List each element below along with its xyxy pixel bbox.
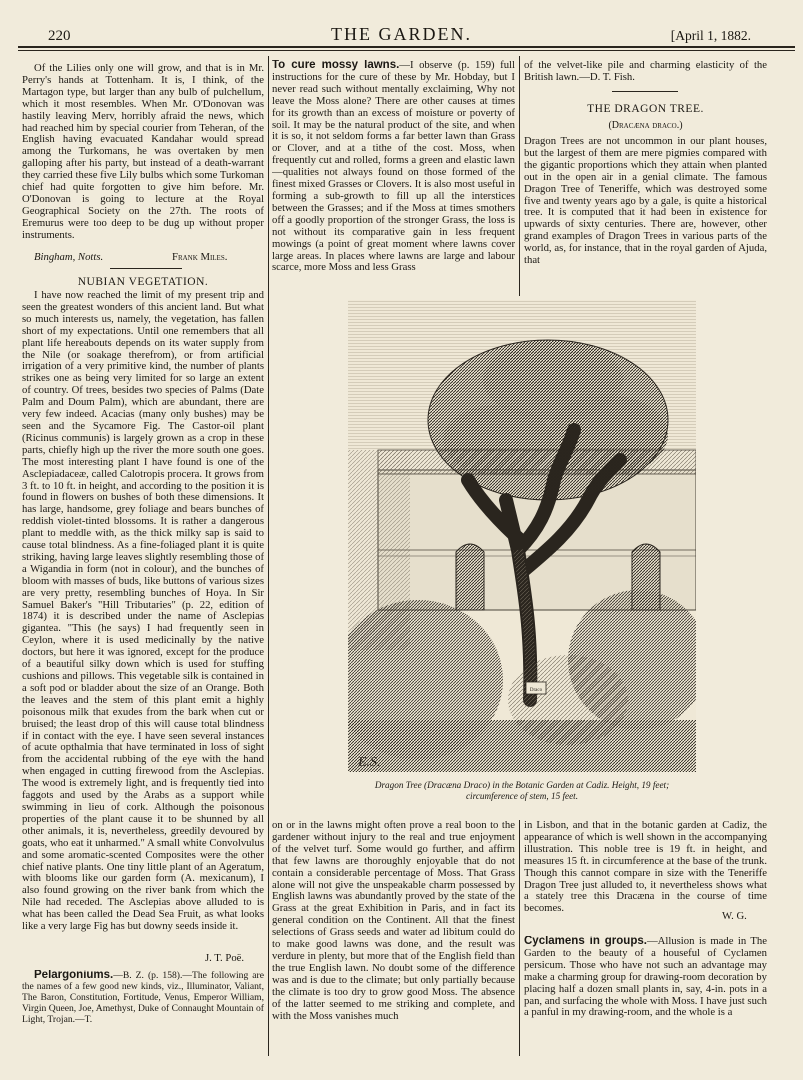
pelargoniums-text: —B. Z. (p. 158).—The following are the names of a few good new kinds, viz., Illuminator, Valiant, The Baron, Constitution, Fortitude, Venus, Emperor William, Virgin Queen, Joe, Amethyst, Duke of Connaught Mountain of Light, Trojan.—T. [22, 970, 264, 1025]
lilies-paragraph: Of the Lilies only one will grow, and that is in Mr. Perry's hands at Tottenham. It is, I think, of the Martagon type, but larger than any bulb of pulchellum, which it most resembles. When Mr. O'Donovan was hastily leaving Merv, horribly afraid the news, which had reached him by special courier from Teheran, of the English having evacuated Kandahar would spread among the Turkomans, he was overtaken by men galloping after his party, but instead of a death-warrant they carried these five Lily bulbs which some Turkoman chief had quite forgotten to give him before. Mr. O'Donovan is going to lecture at the Royal Geographical Society on the 27th. The roots of Eremurus were too deep to be dug up without proper instruments. [22, 63, 264, 241]
pelargoniums-paragraph [22, 970, 264, 1030]
mossy-lawns-continued: on or in the lawns might often prove a real boon to the gardener without injury to the real and true enjoyment of the velvet turf. Some would go further, and affirm that few lawns are thoroughly enjoyable that do not contain a considerable percentage of Moss. That Grass alone will not give the unspeakable charm possessed by English lawns was abundantly proved by the state of the Grass at the great Exhibition in Paris, and in fact its general condition on the Continent. All that the finest selections of Grass seeds and water ad libitum could do to make good lawns was done, and the result was verdure in plenty, but more that of the English field than the true English lawn. No doubt some of the difference was and is due to the climate; but only partially because the climate is too dry to grow good Moss. The absence of the latter seemed to me striking and complete, and with the Moss vanishes much [272, 820, 515, 1022]
journal-title: THE GARDEN. [331, 24, 472, 44]
header-rule-bottom [18, 50, 795, 51]
tree-label-plate: Draco [529, 688, 543, 693]
lilies-author: Frank Miles. [172, 251, 228, 263]
page-number: 220 [48, 28, 71, 44]
nubian-author: J. T. Poë. [205, 952, 245, 964]
mossy-lawns-text: —I observe (p. 159) full instructions for the cure of these by Mr. Hobday, but I never read such without mentally exclaiming, Why not leave the Moss alone? There are other causes at times for its growth than an excess of moisture or poverty of soil. It may be the natural product of the site, and when it is so, it not seldom forms a far better lawn than Grass or Clover, and at a tithe of the cost. Moss, when frequently cut and rolled, forms a green and elastic lawn—qualities not always found on those formed of the finest mixed Grasses or Clovers. It is also most useful in forming a sub-growth to fill up all the interstices between the Grasses; and if the Moss at times smothers off a goodly proportion of the stronger Grass, the loss is not without its comparative gain in less frequent mowings (a point of great moment where lawns cover large areas. In places where lawns are large and labour scarce, more Moss and less Grass [272, 60, 515, 274]
cyclamen-text: —Allusion is made in The Garden to the beauty of a houseful of Cyclamen persicum. Those who have not such an advantage may make a charming group for drawing-room decoration by placing half a dozen small plants in, say, 4-in. pots in a pan, and surfacing the whole with Moss. I have just such a panful in my drawing-room, and the whole is a [524, 936, 767, 1019]
lilies-place: Bingham, Notts. [34, 251, 104, 263]
column-rule-right-lower [519, 820, 520, 1056]
nubian-paragraph: I have now reached the limit of my present trip and seen the greatest wonders of this ancient land. But what so much interests us, namely, the vegetation, has fallen short of my expectations. Until one remembers that all plant life hereabouts depends on its water supply from the Nile (or soakage therefrom), or from artificial irrigation of a very primitive kind, the number of plants strikes one as being very limited for so large an extent of country. Of trees, besides two species of Palms (Date Palm and Doum Palm), which are abundant, there are very few indeed. Acacias (many only bushes) may be seen and the Sycamore Fig. The Castor-oil plant (Ricinus communis) is largely grown as a crop in these parts, chiefly high up the river the more south one goes. The most interesting plant I have found is one of the Asclepiadaceæ, called Calotropis procera. It grows from 3 ft. to 10 ft. in height, and according to the position it is found in flowers on bushes of both these dimensions. It has large, handsome, grey foliage and bears bunches of reddish violet-tinted blossoms. It is rather a dangerous plant to meddle with, as the thick milky sap is said to cause total blindness. As a fine-foliaged plant it is quite striking, having large leaves slightly resembling those of a Wigandia in form (not in colour), and the bunches of bloom with masses of buds, like buttons of various sizes are very pretty, resembling bunches of Hoya. In Sir Samuel Baker's "Hill Tributaries" (p. 22, edition of 1874) it is described under the name of Asclepias gigantea. "This (he says) I had frequently seen in Ceylon, where it is used medicinally by the native doctors, but here it was ignored, except for the produce of a beautiful silky down which is used for stuffing cushions and pillows. This vegetable silk is contained in a soft pod or bladder about the size of an Orange. Both the leaves and the stem of this plant emit a highly poisonous milk that exudes from the bark when cut or bruised; the least drop of this will cause total blindness if in contact with the eye. I have seen several instances of acute opthalmia that have terminated in loss of sight from the accidental rubbing of the eye with the hand when engaged in cutting firewood from the Asclepias. The wood is extremely light, and is frequently tied into faggots and used by the Arabs as a support while swimming in lieu of cork. Although the poisonous properties of the plant cause it to be shunned by all other animals, it is, nevertheless, greedily devoured by goats, who eat it unharmed." A small white Convolvulus and some aromatic-scented Composites were the other chief native plants. One tiny little plant of an Ageratum, with blooms like our garden form (A. mexicanum), I also found growing on the river bank from which the Nile had receded. The Asclepias above alluded to is what has been called the Dead Sea Fruit, as what looks like a very large Fig has but downy seeds inside it. [22, 290, 264, 933]
divider-dragon [612, 91, 678, 92]
divider-short [110, 268, 182, 269]
dragon-paragraph-continued: in Lisbon, and that in the botanic garden at Cadiz, the appearance of which is well shown in the accompanying illustration. This noble tree is 19 ft. in height, and measures 15 ft. in circumference at the base of the trunk. Though this cannot compare in size with the Teneriffe Dragon Tree just alluded to, it nevertheless shows what a stately tree this Dracæna in the course of time becomes. [524, 820, 767, 915]
figure-caption: Dragon Tree (Dracæna Draco) in the Botanic Garden at Cadiz. Height, 19 feet; circumference of stem, 15 feet. [374, 780, 670, 801]
cyclamen-paragraph [524, 936, 767, 1030]
dragon-heading: THE DRAGON TREE. [587, 103, 704, 115]
header-rule-top [18, 46, 795, 48]
dragon-subheading: (Dracæna draco.) [608, 120, 683, 131]
nubian-heading: NUBIAN VEGETATION. [77, 276, 209, 288]
dragon-paragraph: Dragon Trees are not uncommon in our plant houses, but the largest of them are mere pigmies compared with the gigantic proportions which they attain when planted out in the open air in a genial climate. The famous Dragon Tree of Teneriffe, which was destroyed some five and twenty years ago by a gale, is quite a historical tree. It is computed that it had been in existence for upwards of sixty centuries. There are, however, other grand examples of Dragon Trees in various parts of the world, as, for instance, that in the royal garden of Ajuda, that [524, 136, 767, 267]
velvet-paragraph: of the velvet-like pile and charming elasticity of the British lawn.—D. T. Fish. [524, 60, 767, 83]
cyclamen-heading: Cyclamens in groups. [524, 936, 647, 947]
mossy-lawns-heading: To cure mossy lawns. [272, 60, 400, 71]
pelargoniums-heading: Pelargoniums. [34, 970, 114, 981]
mossy-lawns-paragraph [272, 60, 515, 288]
column-rule-left [268, 56, 269, 1056]
issue-date: [April 1, 1882. [670, 28, 751, 43]
dragon-author: W. G. [722, 910, 747, 922]
column-rule-right [519, 56, 520, 296]
dragon-tree-engraving [348, 300, 696, 772]
engraver-signature: E.S. [358, 755, 381, 770]
